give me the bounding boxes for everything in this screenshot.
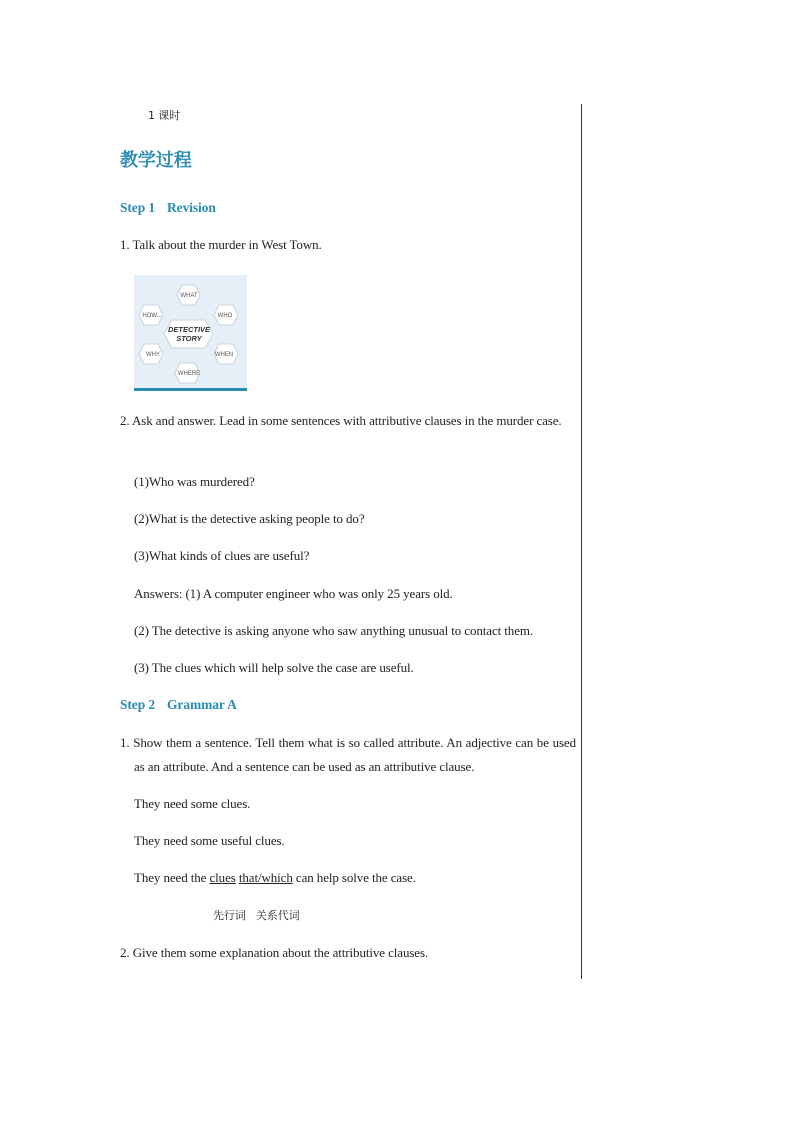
detective-story-diagram — [134, 275, 247, 388]
step1-heading — [120, 200, 216, 216]
example-2: They need some useful clues. — [134, 833, 285, 848]
detective-story-figure — [134, 275, 247, 391]
step2-heading — [120, 697, 237, 713]
question-2: (2)What is the detective asking people to do? — [134, 511, 365, 526]
antecedent-word: clues — [209, 870, 236, 885]
step1-item-1: 1. Talk about the murder in West Town. — [120, 237, 322, 252]
step1-number: Step 1 — [120, 200, 156, 215]
relative-pronoun: that/which — [238, 870, 293, 885]
step2-title: Grammar A — [167, 697, 237, 712]
node-who: WHO — [217, 313, 233, 319]
node-what: WHAT — [180, 293, 198, 299]
right-margin-rule — [581, 104, 582, 979]
node-how: HOW... — [142, 313, 162, 319]
grammar-labels: 先行词 关系代词 — [213, 909, 300, 922]
step1-item-2: 2. Ask and answer. Lead in some sentences with attributive clauses in the murder case. — [120, 413, 562, 428]
example-3-post: can help solve the case. — [292, 870, 416, 885]
page-title: 教学过程 — [120, 150, 192, 171]
node-why: WHY — [146, 352, 160, 358]
node-where: WHERE — [177, 371, 201, 377]
lesson-count: 1 课时 — [148, 109, 181, 122]
figure-bottom-bar — [134, 388, 247, 391]
step1-title: Revision — [167, 200, 216, 215]
node-when: WHEN — [214, 352, 234, 358]
example-3-pre: They need the — [134, 870, 210, 885]
example-1: They need some clues. — [134, 796, 251, 811]
step2-item-2: 2. Give them some explanation about the attributive clauses. — [120, 945, 429, 960]
step2-number: Step 2 — [120, 697, 156, 712]
center-label-line2: STORY — [176, 334, 202, 343]
center-label-line1: DETECTIVE — [167, 325, 211, 334]
example-3 — [134, 870, 416, 886]
answer-3: (3) The clues which will help solve the case are useful. — [134, 660, 414, 675]
question-1: (1)Who was murdered? — [134, 474, 255, 489]
step2-item-1: 1. Show them a sentence. Tell them what is so called attribute. An adjective can be used as an attribute. And a sentence can be used as an attributive clause. — [120, 735, 576, 774]
question-3: (3)What kinds of clues are useful? — [134, 548, 310, 563]
answer-1: Answers: (1) A computer engineer who was only 25 years old. — [134, 586, 453, 601]
answer-2: (2) The detective is asking anyone who saw anything unusual to contact them. — [134, 623, 534, 638]
